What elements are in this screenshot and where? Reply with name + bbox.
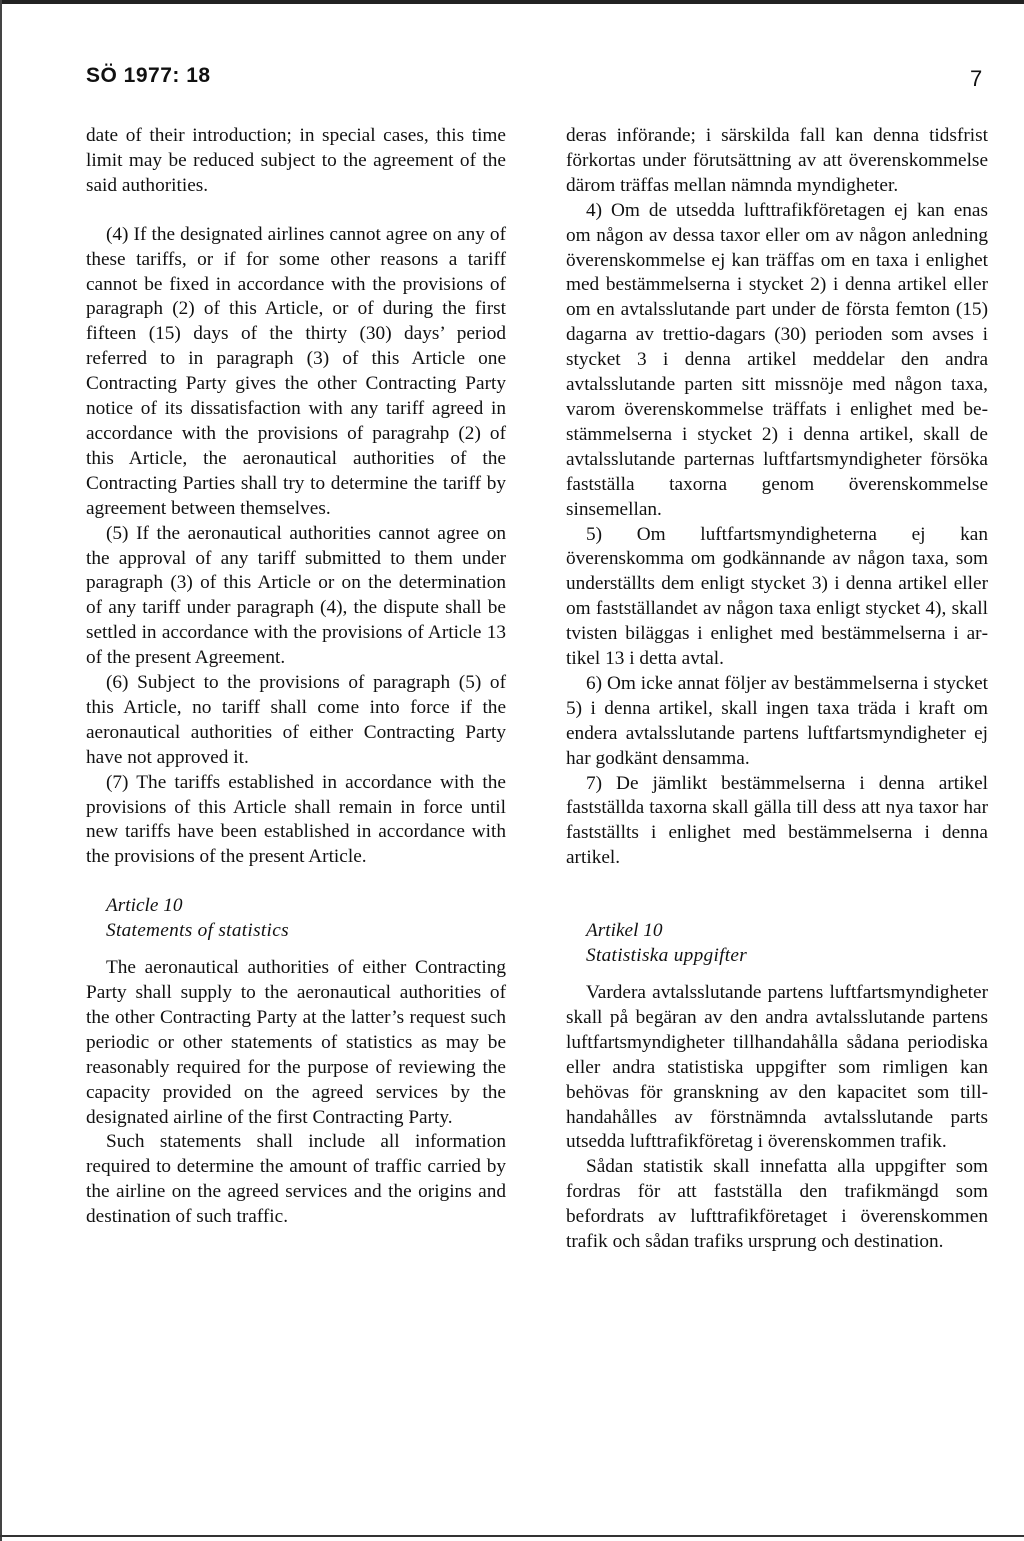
page-number: 7 (970, 66, 983, 91)
sv-article10-paragraph-1: Vardera avtalsslutande partens luftfartsmyndigheter skall på begäran av den andra avtalsslutande partens luftfartsmyndigheter tillhandahålla sådana periodiska eller andra statistiska uppgifter som rimligen kan behövas för granskning av den kapacitet som tillhandahålles av förstnämnda avtalsslutande parts utsedda lufttrafikföretag i överenskommen trafik. (566, 982, 988, 1153)
page-edge-bottom (0, 1535, 1024, 1537)
page-edge-left (0, 0, 2, 1541)
page-edge-top (0, 0, 1024, 4)
sv-paragraph-7: 7) De jämlikt bestämmelserna i denna artikel fastställda taxorna skall gälla till dess att nya taxor har fastställts i enlighet med bestämmelserna i denna artikel. (566, 772, 988, 869)
sv-article-title: Statistiska uppgifter (586, 945, 748, 967)
sv-paragraph-5: 5) Om luftfartsmyndigheterna ej kan överenskomma om godkännande av någon taxa, som underställts dem enligt stycket 3) i denna artikel eller om fastställandet av någon taxa enligt stycket 4), skall tvisten biläggas i enlighet med bestämmelserna i artikel 13 i detta avtal. (566, 523, 988, 670)
en-article10-paragraph-1: The aeronautical authorities of either Contracting Party shall supply to the aeronautical authorities of the other Contracting Party at the latter’s request such periodic or other statements of statistics as may be reasonably required for the purpose of reviewing the capacity provided on the agreed services by the designated airline of the first Contracting Party. (86, 957, 506, 1128)
swedish-column (566, 124, 988, 1255)
sv-paragraph-6: 6) Om icke annat följer av bestämmelserna i stycket 5) i denna artikel, skall ingen taxa träda i kraft om endera avtalsslutande partens luftfartsmyndigheter ej har godkänt densamma. (566, 672, 988, 769)
sv-paragraph-4: 4) Om de utsedda lufttrafikföretagen ej kan enas om någon av dessa taxor eller om av någon anledning överenskommelse ej kan träffas om en taxa i enlighet med bestämmelserna i stycket 2) i denna artikel eller om en avtalsslutande part under de första femton (15) dagarna av trettio-dagars (30) perioden som avses i stycket 3 i denna artikel meddelar den andra avtalsslutande parten sitt missnöje med någon taxa, varom överenskommelse träffats i enlighet med bestämmelserna i stycket 2) i denna artikel, skall de avtalsslutande parternas luftfartsmyndigheter försöka fastställa taxorna genom överenskommelse sinsemellan. (566, 199, 988, 520)
en-article10-paragraph-2: Such statements shall include all information required to determine the amount of traffic carried by the airline on the agreed services and the origins and destination of such traffic. (86, 1131, 506, 1228)
sv-article10-paragraph-2: Sådan statistik skall innefatta alla uppgifter som fordras för att fastställa den trafikmängd som befordrats av lufttrafikföretaget i överenskommen trafik och sådan trafiks ursprung och destination. (566, 1156, 988, 1253)
english-column (86, 124, 506, 1230)
sv-paragraph-continued: deras införande; i särskilda fall kan denna tidsfrist förkortas under förutsättning av att överenskommelse därom träffas mellan nämnda myndigheter. (566, 125, 988, 196)
sv-article-heading: Artikel 10 (586, 920, 663, 942)
en-paragraph-6: (6) Subject to the provisions of paragraph (5) of this Article, no tariff shall come into force if the aeronautical authorities of either Contracting Party have not approved it. (86, 672, 506, 768)
en-paragraph-5: (5) If the aeronautical authorities cannot agree on the approval of any tariff submitted to them under paragraph (3) of this Article or on the determination of any tariff under paragraph (4), the dispute shall be settled in accordance with the provisions of Article 13 of the present Agreement. (86, 522, 506, 669)
en-paragraph-7: (7) The tariffs established in accordance with the provisions of this Article shall remain in force until new tariffs have been established in accordance with the provisions of the present Article. (86, 771, 506, 868)
en-paragraph-4: (4) If the designated airlines cannot agree on any of these tariffs, or if for some other reasons a tariff cannot be fixed in accordance with the provisions of paragraph (2) of this Article, or of during the first fifteen (15) days of the thirty (30) days’ period referred to in paragraph (3) of this Article one Contracting Party gives the other Contracting Party notice of its dissatisfaction with any tariff agreed in accordance with the provisions of paragrahp (2) of this Article, the aeronautical authorities of the Contracting Parties shall try to determine the tariff by agreement between themselves. (86, 223, 506, 519)
en-article-title: Statements of statistics (106, 920, 289, 942)
en-paragraph-continued: date of their introduction; in special cases, this time limit may be reduced subject to the agreement of the said authorities. (86, 125, 506, 196)
en-article-heading: Article 10 (106, 895, 183, 917)
document-code: SÖ 1977: 18 (86, 64, 211, 87)
